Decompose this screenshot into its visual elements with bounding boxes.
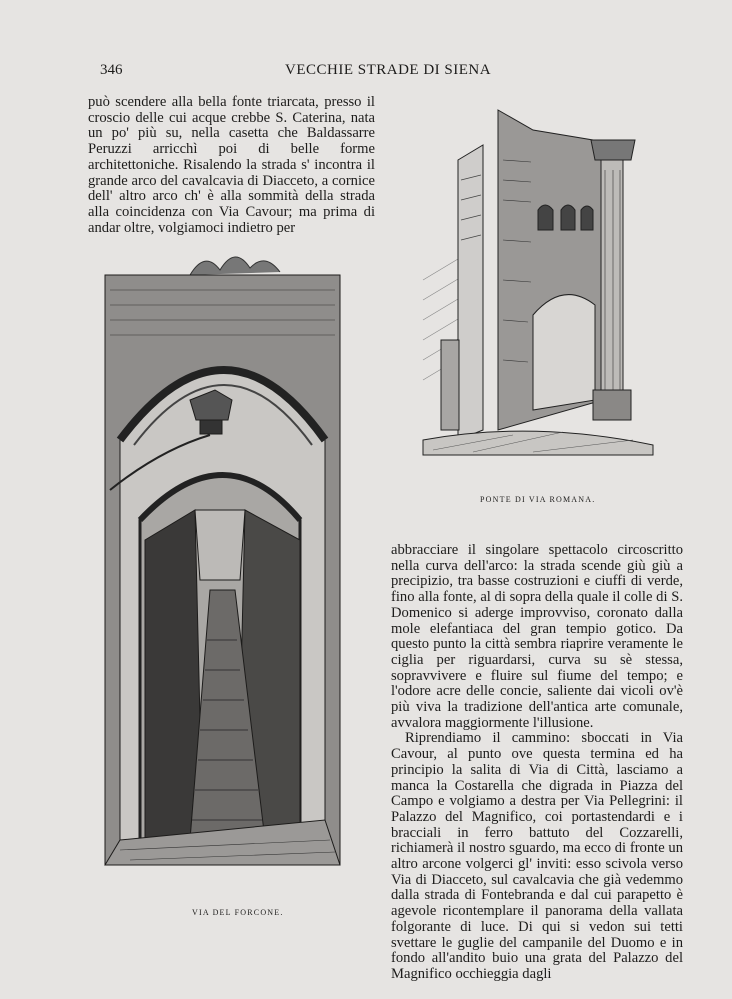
caption-via-del-forcone: VIA DEL FORCONE. xyxy=(192,908,284,917)
text-column-top xyxy=(88,95,375,236)
paragraph: Riprendiamo il cammino: sboccati in Via Cavour, al punto ove questa termina ed ha principio la salita di Via di Città, lasciamo a manca la Costarella che digrada in Piazza del Campo e volgiamo a destra per Via Pellegrini: il Palazzo del Magnifico, coi portastendardi e i bracciali in ferro battuto del Cozzarelli, richiamerà il nostro sguardo, ma ecco di fronte un altro arcone volgerci gl' inviti: esso scivola verso Via di Diacceto, sul cavalcavia che già vedemmo dalla strada di Fontebranda e dal cui parapetto è agevole ricontemplare il panorama della vallata folgorante di luce. Di qui si vedon sui tetti svettare le guglie del campanile del Duomo e in fondo all'andito buio una grata del Palazzo del Magnifico occhieggia dagli xyxy=(391,730,683,982)
paragraph: può scendere alla bella fonte triarcata, presso il croscio delle cui acque crebbe S. Caterina, nata un po' più su, nella casetta che Baldassarre Peruzzi arricchì poi di belle forme architettoniche. Risalendo la strada s' incontra il grande arco del cavalcavia di Diacceto, a cornice dell' altro arco ch' è alla sommità della strada alla coincidenza con Via Cavour; ma prima di andar oltre, volgiamoci indietro per xyxy=(88,94,375,236)
illustration-via-del-forcone xyxy=(100,240,360,890)
caption-ponte-via-romana: PONTE DI VIA ROMANA. xyxy=(480,495,596,504)
running-title: VECCHIE STRADE DI SIENA xyxy=(285,62,492,78)
engraving-drawing xyxy=(413,100,663,480)
page-number: 346 xyxy=(100,62,123,78)
illustration-ponte-via-romana xyxy=(413,100,663,480)
page-header xyxy=(0,62,732,84)
paragraph: abbracciare il singolare spettacolo circoscritto nella curva dell'arco: la strada scende giù giù a precipizio, tra basse costruzioni e ciuffi di verde, fino alla fonte, al di sopra della quale il colle di S. Domenico si aderge improvviso, coronato dalla mole elefantiaca del gran tempio gotico. Da questo punto la città sembra riaprire veramente le ciglia per riguardarsi, curva su sè stessa, sopravvivere e fluire sul fiume del tempo; e l'odore acre delle concie, saliente dai vicoli ov'è più viva la tradizione dell'antica arte comunale, avvalora maggiormente l'illusione. xyxy=(391,542,683,731)
engraving-drawing xyxy=(100,240,360,890)
text-column-right xyxy=(391,543,683,983)
